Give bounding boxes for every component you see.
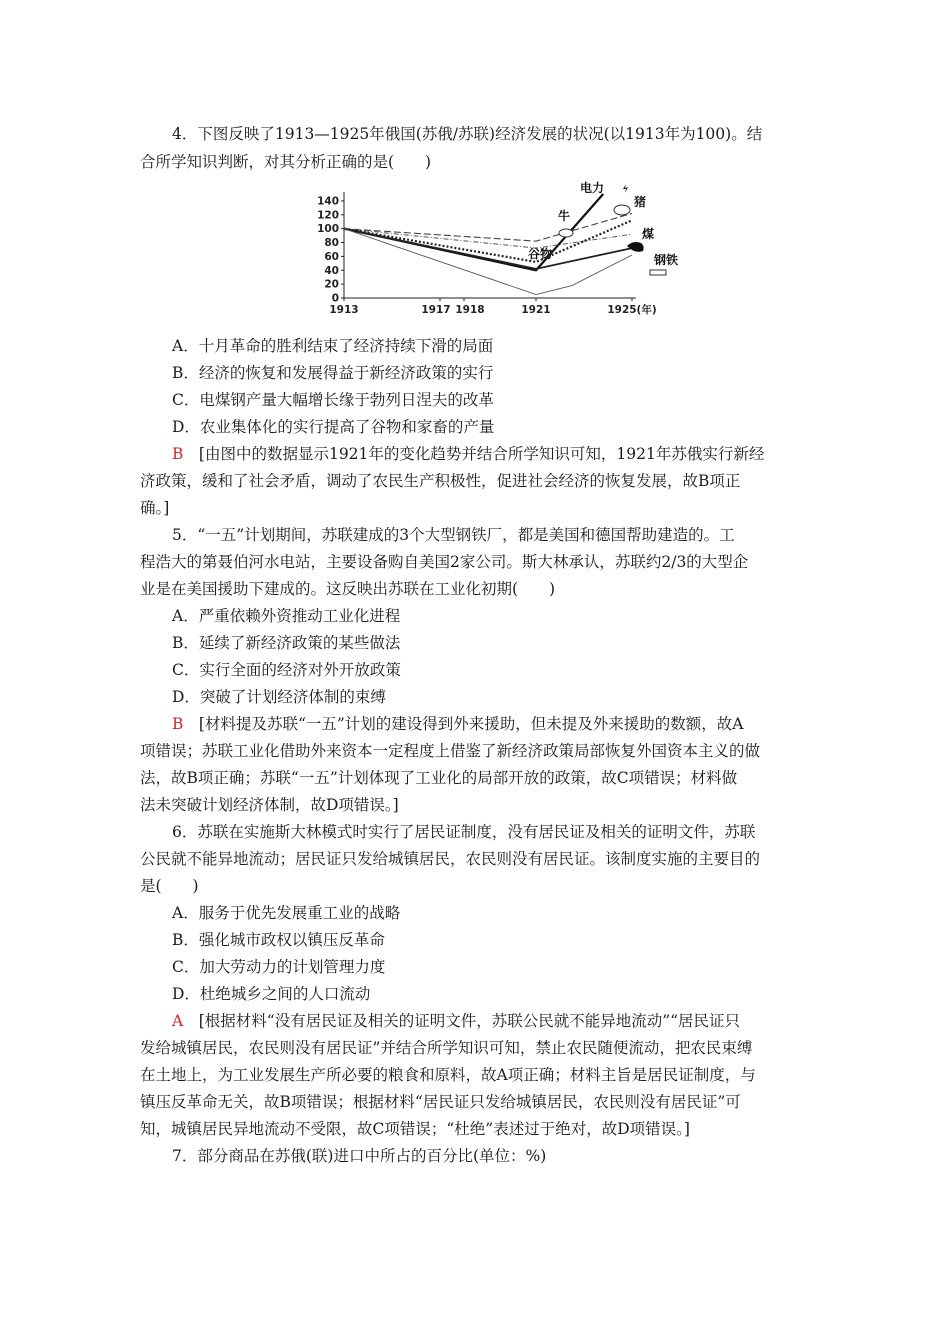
y-tick-label: 60 (324, 250, 339, 263)
series-line-煤 (344, 229, 632, 269)
lightning-icon (623, 184, 628, 193)
q6-explanation-line-4: 镇压反革命无关，故B项错误；根据材料“居民证只发给城镇居民，农民则没有居民证”可 (140, 1093, 741, 1111)
y-tick-label: 120 (317, 209, 339, 222)
y-tick-label: 20 (324, 278, 339, 291)
q6-option-b: B．强化城市政权以镇压反革命 (172, 931, 385, 949)
y-tick-label: 0 (331, 292, 339, 305)
q4-option-c: C．电煤钢产量大幅增长缘于勃列日涅夫的改革 (172, 391, 494, 409)
q5-option-b: B．延续了新经济政策的某些做法 (172, 634, 401, 652)
series-label-牛: 牛 (558, 209, 571, 223)
steel-icon (650, 270, 666, 275)
q6-option-c: C．加大劳动力的计划管理力度 (172, 958, 386, 976)
q4-stem-line-1: 4．下图反映了1913—1925年俄国(苏俄/苏联)经济发展的状况(以1913年为100)。结 (172, 125, 763, 143)
q7-stem-line-1: 7．部分商品在苏俄(联)进口中所占的百分比(单位：%) (172, 1147, 547, 1165)
q5-option-d: D．突破了计划经济体制的束缚 (172, 688, 386, 706)
coal-icon (627, 242, 644, 252)
q5-explanation-line-3: 法，故B项正确；苏联“一五”计划体现了工业化的局部开放的政策，故C项错误；材料做 (140, 769, 738, 787)
y-tick-label: 100 (317, 223, 339, 236)
q4-option-a: A．十月革命的胜利结束了经济持续下滑的局面 (172, 337, 494, 355)
series-label-谷物: 谷物 (528, 247, 553, 261)
q6-explanation-line-2: 发给城镇居民，农民则没有居民证”并结合所学知识可知，禁止农民随便流动，把农民束缚 (140, 1039, 753, 1057)
q5-explanation-line-4: 法未突破计划经济体制，故D项错误。] (140, 796, 399, 814)
economy-chart (300, 178, 690, 326)
pig-icon (614, 205, 630, 215)
series-label-煤: 煤 (642, 227, 655, 241)
q6-explanation-line-3: 在土地上，为工业发展生产所必要的粮食和原料，故A项正确；材料主旨是居民证制度，与 (140, 1066, 756, 1084)
q5-explanation-line-2: 项错误；苏联工业化借助外来资本一定程度上借鉴了新经济政策局部恢复外国资本主义的做 (140, 742, 761, 760)
q6-answer: A (172, 1012, 184, 1030)
q5-explanation-text-1: [材料提及苏联“一五”计划的建设得到外来援助，但未提及外来援助的数额，故A (198, 715, 744, 733)
q5-answer: B (172, 715, 184, 733)
q6-option-d: D．杜绝城乡之间的人口流动 (172, 985, 371, 1003)
q4-stem-line-2: 合所学知识判断，对其分析正确的是( ) (140, 153, 432, 171)
series-label-猪: 猪 (634, 195, 647, 209)
q4-option-d: D．农业集体化的实行提高了谷物和家畜的产量 (172, 418, 495, 436)
y-tick-label: 80 (324, 237, 339, 250)
q6-stem-line-2: 公民就不能异地流动；居民证只发给城镇居民，农民则没有居民证。该制度实施的主要目的 (140, 850, 761, 868)
q4-explanation-line-1 (172, 444, 764, 464)
q5-stem-line-3: 业是在美国援助下建成的。这反映出苏联在工业化初期( ) (140, 580, 556, 598)
q4-explanation-line-3: 确。] (140, 499, 170, 517)
y-tick-label: 40 (324, 264, 339, 277)
x-tick-label: 1913 (329, 304, 359, 316)
q6-stem-line-1: 6．苏联在实施斯大林模式时实行了居民证制度，没有居民证及相关的证明文件，苏联 (172, 823, 756, 841)
q4-answer: B (172, 445, 184, 463)
x-tick-label: 1918 (455, 304, 485, 316)
series-label-电力: 电力 (580, 181, 605, 195)
series-label-钢铁: 钢铁 (654, 253, 679, 267)
q6-option-a: A．服务于优先发展重工业的战略 (172, 904, 401, 922)
q4-explanation-text-1: [由图中的数据显示1921年的变化趋势并结合所学知识可知，1921年苏俄实行新经 (198, 445, 765, 463)
x-tick-label: 1921 (521, 304, 551, 316)
q5-stem-line-2: 程浩大的第聂伯河水电站，主要设备购自美国2家公司。斯大林承认，苏联约2/3的大型企 (140, 553, 749, 571)
q6-explanation-line-1 (172, 1011, 740, 1031)
series-line-谷物 (344, 220, 632, 262)
q5-stem-line-1: 5．“一五”计划期间，苏联建成的3个大型钢铁厂，都是美国和德国帮助建造的。工 (172, 526, 735, 544)
q5-option-a: A．严重依赖外资推动工业化进程 (172, 607, 401, 625)
y-tick-label: 140 (317, 195, 339, 208)
economy-line-chart (300, 178, 690, 326)
q6-explanation-line-5: 知，城镇居民异地流动不受限，故C项错误；“杜绝”表述过于绝对，故D项错误。] (140, 1120, 690, 1138)
q5-option-c: C．实行全面的经济对外开放政策 (172, 661, 401, 679)
q6-explanation-text-1: [根据材料“没有居民证及相关的证明文件，苏联公民就不能异地流动”“居民证只 (198, 1012, 741, 1030)
q5-explanation-line-1 (172, 714, 744, 734)
cow-icon (559, 229, 573, 237)
q4-explanation-line-2: 济政策，缓和了社会矛盾，调动了农民生产积极性，促进社会经济的恢复发展，故B项正 (140, 472, 741, 490)
q6-stem-line-3: 是( ) (140, 877, 199, 895)
x-tick-label: 1925(年) (607, 304, 657, 316)
x-tick-label: 1917 (421, 304, 451, 316)
q4-option-b: B．经济的恢复和发展得益于新经济政策的实行 (172, 364, 494, 382)
